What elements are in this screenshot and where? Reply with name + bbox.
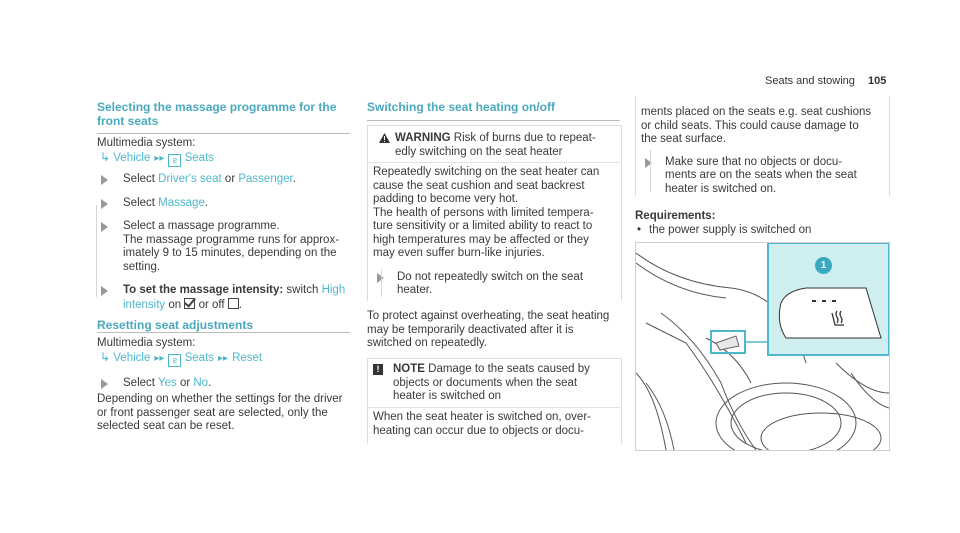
nav-path: ↳ Vehicle ▸▸ ƨ Seats ▸▸ Reset (100, 349, 263, 365)
nav-vehicle[interactable]: Vehicle (113, 151, 151, 164)
step-sideline (381, 269, 382, 297)
checkbox-checked-icon (184, 298, 195, 309)
option-drivers-seat[interactable]: Driver's seat (158, 173, 222, 185)
seat-heating-heading: Switching the seat heating on/off (367, 100, 556, 114)
divider (367, 162, 620, 163)
massage-section (97, 137, 357, 167)
page-header (765, 75, 886, 87)
checkbox-empty-icon (228, 298, 239, 309)
option-high-intensity[interactable]: High (321, 284, 346, 296)
note-icon: ! (373, 364, 383, 375)
requirements: Requirements: • the power supply is switched on (635, 210, 888, 237)
warning-triangle-icon (379, 133, 390, 143)
option-massage[interactable]: Massage (158, 196, 205, 209)
step-select-yes-no: Select Yes or No. (97, 377, 357, 391)
arrow-bullet-icon (101, 199, 108, 209)
note-continuation: ments placed on the seats e.g. seat cushions or child seats. This could cause damage to the seat surface. Make sure that no objects or docu- ments are on the seats when the seat heater is switched on. (641, 106, 872, 195)
callout-marker: 1 (815, 257, 832, 274)
step-intensity: To set the massage intensity: switch High intensity on or off . (97, 284, 357, 312)
section-title: Seats and stowing (765, 75, 855, 87)
divider (367, 120, 620, 121)
note-content: ! NOTE Damage to the seats caused by objects or documents when the seat heater is switched on (373, 363, 613, 404)
step-select-seat: Select Driver's seat or Passenger. (97, 173, 357, 187)
requirement-item: the power supply is switched on (649, 223, 812, 236)
reset-body: Depending on whether the settings for the driver or front passenger seat are selected, only the selected seat can be reset. (97, 393, 343, 432)
divider (367, 407, 620, 408)
seat-icon: ƨ (168, 154, 181, 167)
arrow-bullet-icon (101, 222, 108, 232)
divider (97, 133, 350, 134)
nav-seats[interactable]: Seats (184, 151, 215, 164)
option-yes[interactable]: Yes (157, 376, 177, 389)
arrow-bullet-icon (101, 286, 108, 296)
arrow-bullet-icon (101, 379, 108, 389)
nav-reset[interactable]: Reset (232, 351, 263, 364)
seat-heater-illustration (635, 242, 890, 451)
warning-body: Repeatedly switching on the seat heater can cause the seat cushion and seat backrest padding to become very hot. The health of persons with limited tempera- ture sensitivity or a limited ability to react to high temperatures may be affected or they may even suffer burn-like injuries. Do not repeatedly switch on the seat heater. (373, 166, 600, 296)
warning-content: WARNING Risk of burns due to repeat- edly switching on the seat heater (381, 132, 616, 159)
option-passenger[interactable]: Passenger (238, 173, 293, 185)
door-panel-drawing (636, 243, 889, 450)
seat-icon: ƨ (168, 354, 181, 367)
step-select-massage: Select Massage. (97, 197, 357, 211)
nav-seats[interactable]: Seats (184, 351, 215, 364)
protect-text: To protect against overheating, the seat heating may be temporarily deactivated after it is switched on repeatedly. (367, 310, 610, 349)
reset-heading: Resetting seat adjustments (97, 318, 254, 332)
multimedia-label: Multimedia system: (97, 137, 196, 149)
massage-heading: Selecting the massage programme for the front seats (97, 100, 337, 128)
divider (97, 332, 350, 333)
arrow-bullet-icon (101, 175, 108, 185)
page-number: 105 (867, 75, 887, 87)
requirements-heading: Requirements: (635, 210, 716, 222)
step-sideline (650, 150, 651, 192)
nav-vehicle[interactable]: Vehicle (113, 351, 151, 364)
step-select-programme: Select a massage programme. The massage programme runs for approx- imately 9 to 15 minutes, depending on the setting. (97, 220, 357, 274)
note-body: When the seat heater is switched on, over- heating can occur due to objects or docu- (373, 411, 591, 437)
step-sideline (96, 205, 97, 297)
reset-section: Multimedia system: ↳ Vehicle ▸▸ ƨ Seats ▸▸ Reset Select Yes or No. Depending on whether the settings for the driver or front passenger seat are selected, only the selected seat can be reset. (97, 337, 357, 434)
massage-steps (97, 173, 357, 312)
nav-path: ↳ Vehicle ▸▸ ƨ Seats (100, 149, 215, 165)
option-no[interactable]: No (193, 376, 209, 389)
